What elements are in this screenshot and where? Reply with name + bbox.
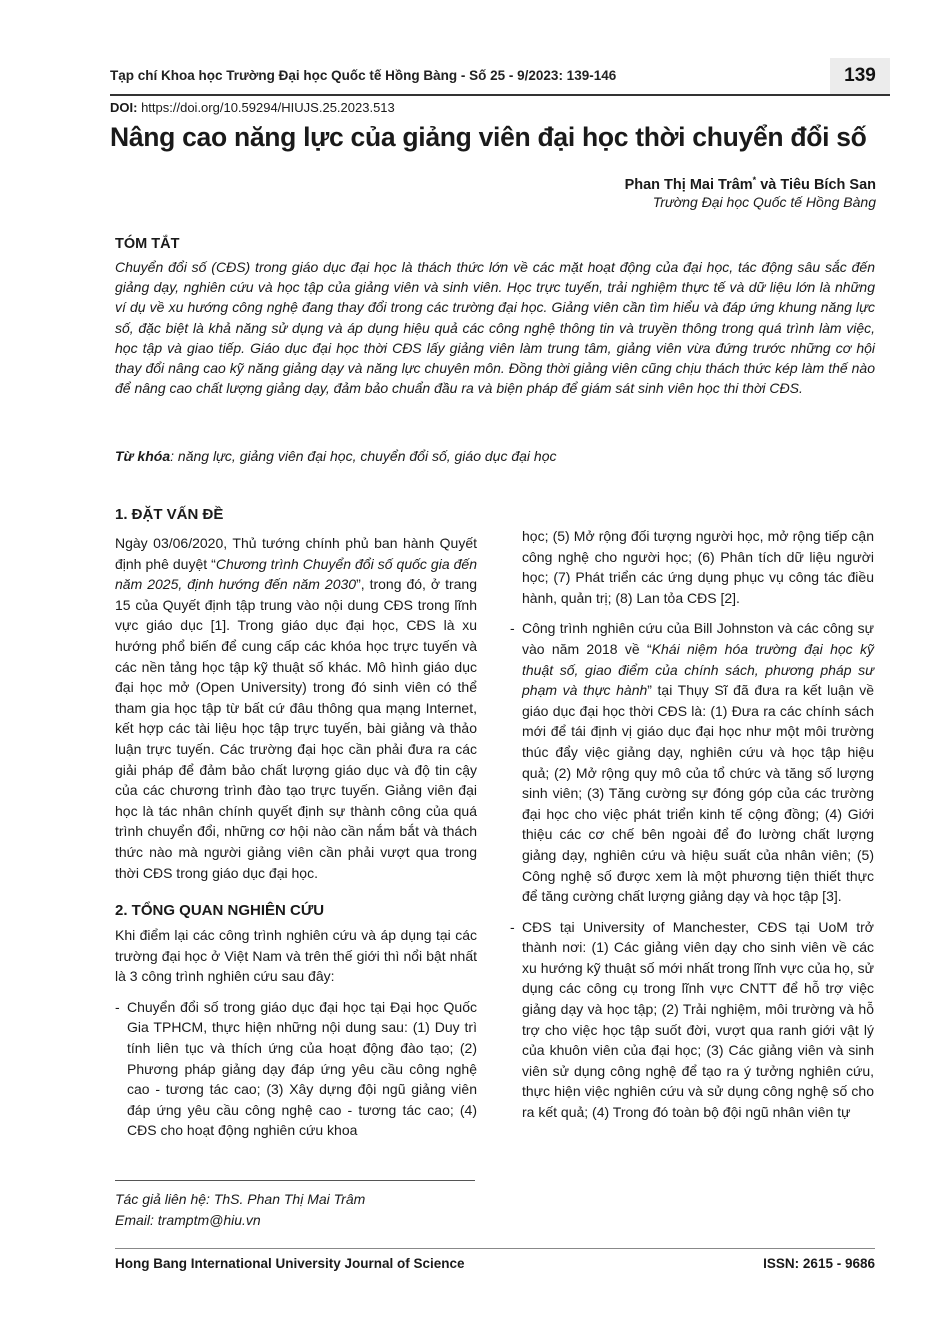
footer-journal: Hong Bang International University Journal of Science [115,1256,465,1271]
corresponding-email[interactable]: Email: tramptm@hiu.vn [115,1212,261,1228]
list-item [115,997,477,1141]
abstract-heading: TÓM TẮT [115,236,180,252]
footer-issn: ISSN: 2615 - 9686 [763,1256,875,1271]
doi-line [110,100,395,115]
keywords-label: Từ khóa [115,448,171,464]
bullet-dash: - [115,998,120,1015]
b2-study-title: Khái niệm hóa trường đại học kỹ thuật số, giao điểm của chính sách, phương pháp sư phạm và thực hành [522,640,874,699]
corresponding-author: Tác giả liên hệ: ThS. Phan Thị Mai Trâm [115,1191,366,1207]
abstract-text: Chuyển đổi số (CĐS) trong giáo dục đại học là thách thức lớn về các mặt hoạt động của đại học, tác động sâu sắc đến giảng dạy, nghiên cứu và học tập của giảng viên và sinh viên. Học trực tuyến, trải nghiệm thực tế và dữ liệu lớn là những ví dụ về xu hướng công nghệ đang thay đổi trong các trường đại học. Giảng viên cần tìm hiểu và đáp ứng khung năng lực số, đặc biệt là khả năng sử dụng và áp dụng hiệu quả các công nghệ thông tin và truyền thông trong quá trình làm việc, học tập và giao tiếp. Giáo dục đại học thời CĐS lấy giảng viên làm trung tâm, giảng viên vừa đứng trước những cơ hội thay đổi nâng cao kỹ năng giảng dạy và năng lực chuyên môn. Đồng thời giảng viên cũng chịu thách thức kép làm thế nào để nâng cao chất lượng giảng dạy, đảm bảo chuẩn đầu ra và biện pháp để giám sát sinh viên học thi thời CĐS. [115,259,875,397]
affiliation: Trường Đại học Quốc tế Hồng Bàng [652,194,876,210]
doi-link[interactable]: https://doi.org/10.59294/HIUJS.25.2023.513 [141,100,395,115]
article-title: Nâng cao năng lực của giảng viên đại học thời chuyển đổi số [110,122,867,152]
keywords-text: : năng lực, giảng viên đại học, chuyển đổi số, giáo dục đại học [170,448,557,464]
page-number: 139 [830,58,890,94]
bullet-1-continued: học; (5) Mở rộng đối tượng người học, mở rộng tiếp cận công nghệ cho người học; (6) Phân tích dữ liệu người học; (7) Phát triển các ứng dụng phục vụ công tác điều hành, quản trị; (8) Lan tỏa CĐS [2]. [522,528,874,606]
author-secondary: và Tiêu Bích San [756,176,876,193]
keywords-line [115,448,875,464]
list-item [510,618,874,906]
right-column [510,526,874,1123]
section-1-heading: 1. ĐẶT VẤN ĐỀ [115,506,224,523]
correspondence-note [115,1189,365,1231]
bullet-dash: - [510,918,515,935]
footnote-divider [115,1180,475,1181]
footer-divider [115,1248,875,1249]
section-2-intro: Khi điểm lại các công trình nghiên cứu và áp dụng tại các trường đại học ở Việt Nam và trên thế giới thì nổi bật nhất là 3 công trình nghiên cứu sau đây: [115,927,477,985]
doi-label: DOI: [110,100,138,115]
left-column [115,505,477,1141]
s1-program-title: Chương trình Chuyển đổi số quốc gia đến năm 2025, định hướng đến năm 2030 [115,555,478,593]
section-1-paragraph [115,533,477,883]
b2-text-a: Công trình nghiên cứu của Bill Johnston và các công sự vào năm 2018 về “ [522,620,874,657]
list-item [510,917,874,1123]
section-2-heading: 2. TỔNG QUAN NGHIÊN CỨU [115,902,325,920]
bullet-dash: - [510,620,515,637]
corresponding-mark: * [752,175,757,185]
journal-header: Tạp chí Khoa học Trường Đại học Quốc tế Hồng Bàng - Số 25 - 9/2023: 139-146 [110,68,617,83]
header-divider [110,94,890,96]
s1-text-a: Ngày 03/06/2020, Thủ tướng chính phủ ban hành Quyết định phê duyệt “ [115,535,477,572]
b2-text-b: ” tại Thụy Sĩ đã đưa ra kết luận về giáo dục đại học thời CĐS là: (1) Đưa ra các chính sách mới để tái định vị giáo dục đại học như một môi trường thúc đẩy việc giảng dạy, nghiên cứu và học tập hiệu quả; (2) Mở rộng quy mô của tổ chức và tăng số lượng sinh viên; (3) Tăng cường sự đóng góp của các trường đại học cho việc phát triển kinh tế cộng đồng; (4) Giới thiệu các cơ chế bên ngoài để đo lường chất lượng giảng dạy, nghiên cứu và hiệu suất của nhân viên; (5) Công nghệ số được xem là một phương tiện thiết thực để tăng cường chất lượng giảng dạy và học tập [3]. [522,682,874,905]
author-line [625,175,876,193]
s1-text-b: ”, trong đó, ở trang 15 của Quyết định tập trung vào nội dung CĐS trong lĩnh vực giáo dục [1]. Trong giáo dục đại học, CĐS là xu hướng phổ biến để cung cấp các khóa học trực tuyến và các nền tảng học tập kỹ thuật số khác. Mô hình giáo dục đại học mở (Open University) trong đó sinh viên có thể tham gia học tập từ bất cứ đâu thông qua mạng Internet, kết hợp các tài liệu học tập trực tuyến, bài giảng và thảo luận trực tuyến. Các trường đại học cần phải đưa ra các giải pháp để đảm bảo chất lượng giáo dục và độ tin cậy của các chương trình đào tạo trực tuyến. Giảng viên đại học là tác nhân chính quyết định sự thành công của quá trình chuyển đổi, những cơ hội nào cần nắm bắt và thách thức nào mà người giảng viên cần phải vượt qua trong thời CĐS trong giáo dục đại học. [115,576,477,881]
bullet-3-text: CĐS tại University of Manchester, CĐS tại UoM trở thành nơi: (1) Các giảng viên dạy cho sinh viên về các xu hướng kỹ thuật số mới nhất trong lĩnh vực của họ, sử dụng các công cụ trong lĩnh vực CNTT để hỗ trợ việc giảng dạy và học tập; (2) Trải nghiệm, môi trường và hỗ trợ cho việc học tập suốt đời, vượt qua ranh giới vật lý của khuôn viên của đại học; (3) Các giảng viên và sinh viên sử dụng công nghệ để tạo ra ý tưởng nghiên cứu, thực hiện việc nghiên cứu và sử dụng công nghệ số cho ra kết quả; (4) Trong đó toàn bộ đội ngũ nhân viên tự [522,918,874,1121]
bullet-1-text: Chuyển đổi số trong giáo dục đại học tại Đại học Quốc Gia TPHCM, thực hiện những nội dung sau: (1) Duy trì tính liên tục và thích ứng của hoạt động đào tạo; (2) Phương pháp giảng dạy đáp ứng yêu cầu công nghệ cao - tương tác cao; (3) Xây dựng đội ngũ giảng viên đáp ứng yêu cầu công nghệ cao - tương tác cao; (4) CĐS cho hoạt động nghiên cứu khoa [127,998,477,1139]
author-primary: Phan Thị Mai Trâm [624,176,753,193]
